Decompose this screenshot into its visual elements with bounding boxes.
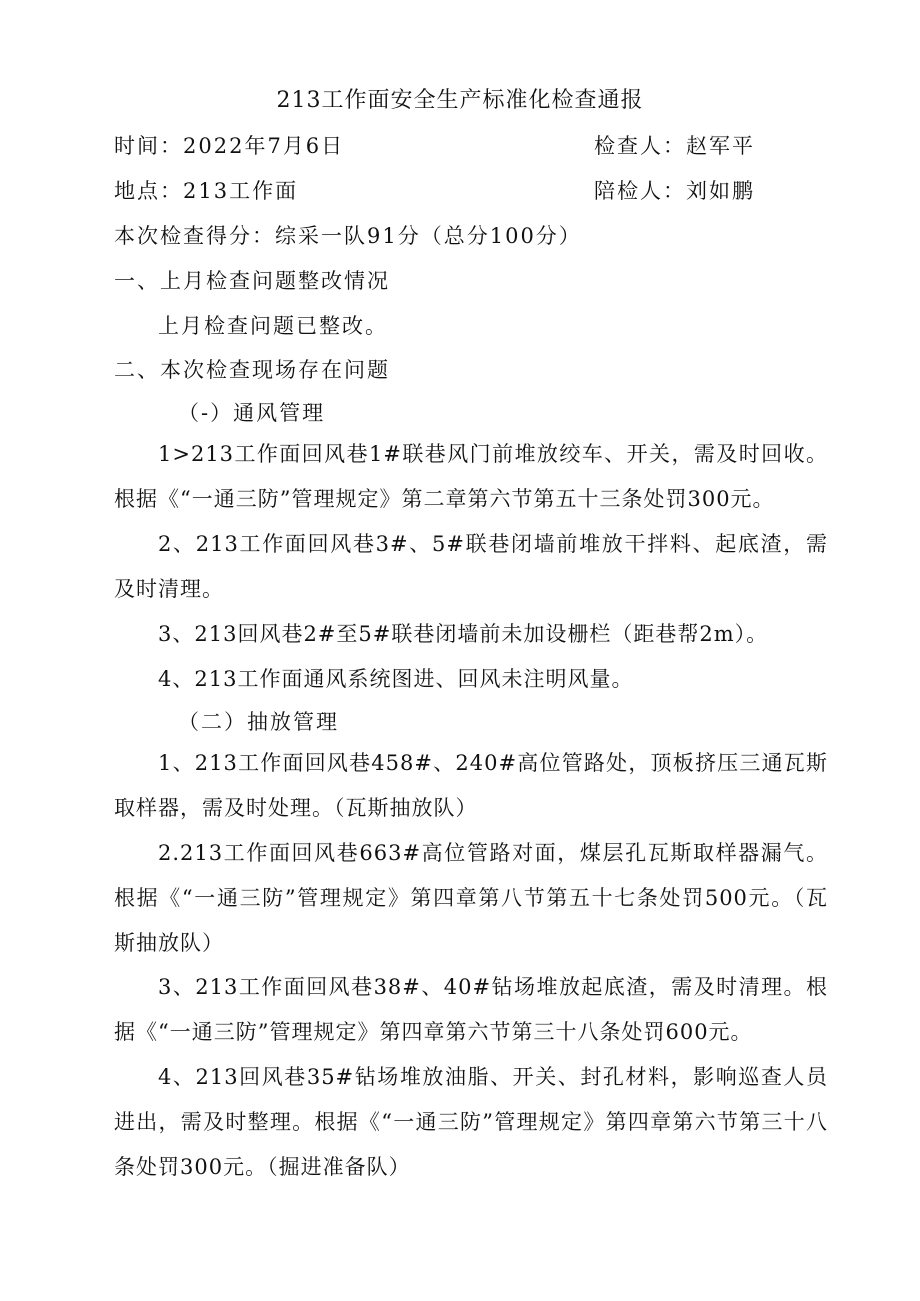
ventilation-item-3: 3、213回风巷2#至5#联巷闭墙前未加设栅栏（距巷帮2m）。 (158, 622, 769, 646)
document-title: 213工作面安全生产标准化检查通报 (276, 88, 644, 113)
inspection-location: 地点：213工作面 (114, 179, 299, 203)
inspection-time: 时间：2022年7月6日 (114, 134, 345, 158)
drainage-item-3: 3、213工作面回风巷38#、40#钻场堆放起底渣，需及时清理。根据《“一通三防”管理规定》第四章第六节第三十八条处罚600元。 (114, 975, 828, 1044)
drainage-item-1: 1、213工作面回风巷458#、240#高位管路处，顶板挤压三通瓦斯取样器，需及时处理。（瓦斯抽放队） (114, 751, 828, 820)
ventilation-heading: （-）通风管理 (178, 401, 326, 425)
ventilation-item-2: 2、213工作面回风巷3#、5#联巷闭墙前堆放干拌料、起底渣，需及时清理。 (114, 532, 828, 601)
ventilation-item-4: 4、213工作面通风系统图进、回风未注明风量。 (158, 667, 634, 691)
section-2-heading: 二、本次检查现场存在问题 (114, 358, 390, 382)
ventilation-item-1: 1>213工作面回风巷1#联巷风门前堆放绞车、开关，需及时回收。根据《“一通三防”管理规定》第二章第六节第五十三条处罚300元。 (114, 442, 828, 511)
section-1-heading: 一、上月检查问题整改情况 (114, 269, 390, 293)
section-1-content: 上月检查问题已整改。 (158, 314, 388, 338)
accompanying-inspector: 陪检人：刘如鹏 (594, 179, 755, 203)
drainage-heading: （二）抽放管理 (178, 710, 339, 734)
inspection-score: 本次检查得分：综采一队91分（总分100分） (114, 224, 582, 248)
drainage-item-4: 4、213回风巷35#钻场堆放油脂、开关、封孔材料，影响巡查人员进出，需及时整理。根据《“一通三防”管理规定》第四章第六节第三十八条处罚300元。（掘进准备队） (114, 1065, 828, 1179)
inspector: 检查人：赵军平 (594, 134, 755, 158)
drainage-item-2: 2.213工作面回风巷663#高位管路对面，煤层孔瓦斯取样器漏气。根据《“一通三防”管理规定》第四章第八节第五十七条处罚500元。（瓦斯抽放队） (114, 841, 828, 955)
